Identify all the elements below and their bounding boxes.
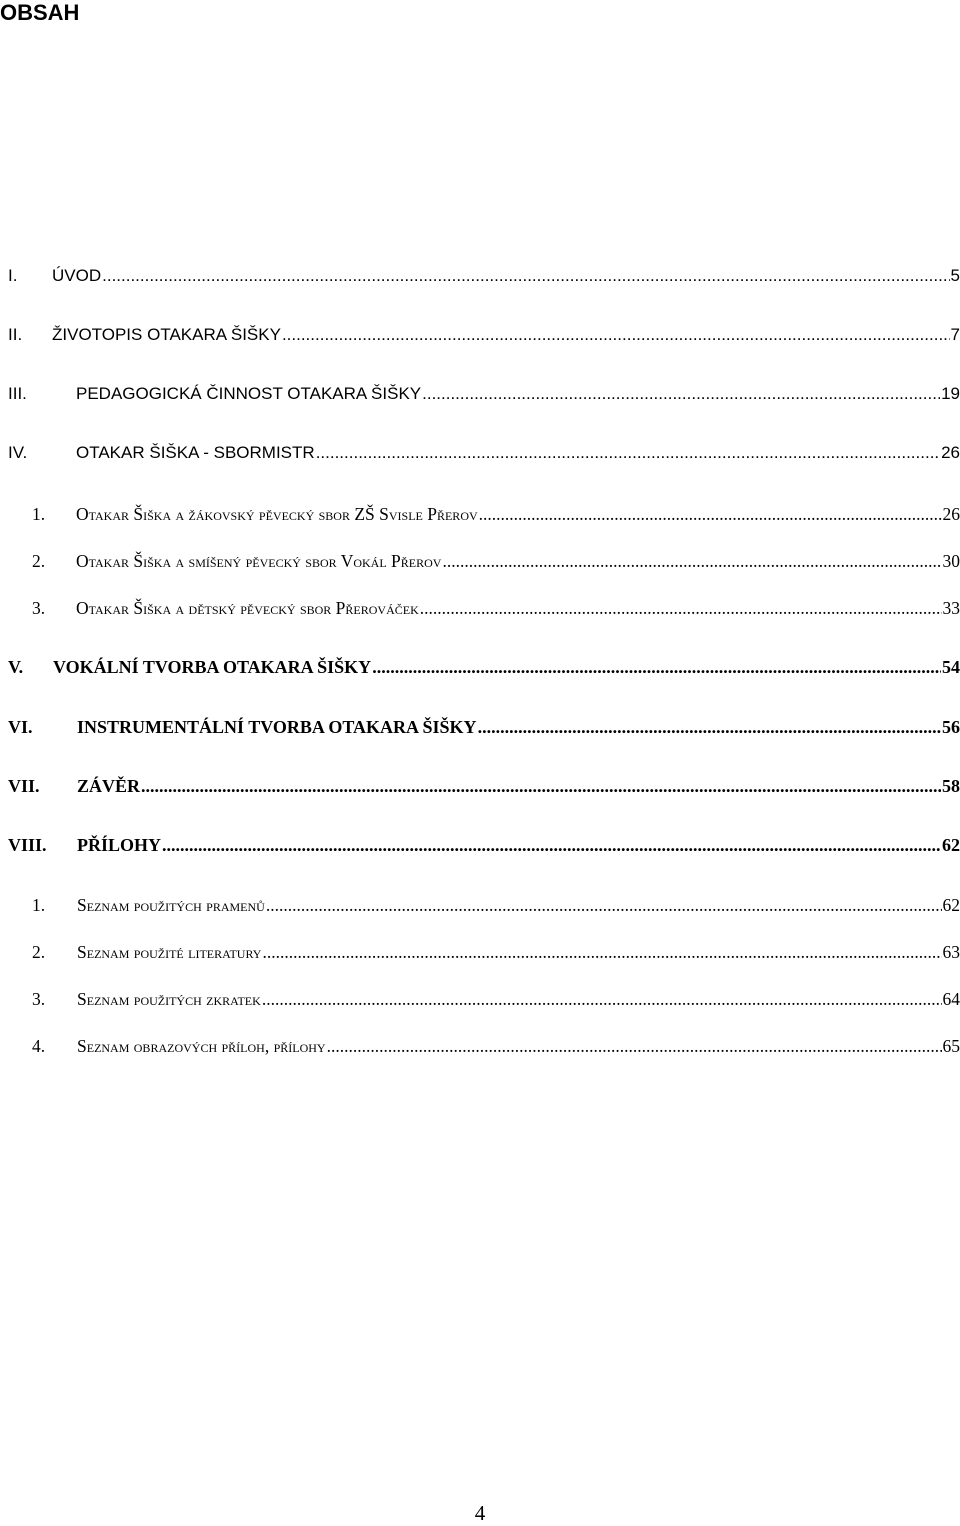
toc-page: 7 bbox=[950, 322, 960, 348]
toc-entry[interactable] bbox=[8, 832, 960, 858]
toc-entry[interactable] bbox=[32, 501, 960, 527]
toc-page: 26 bbox=[940, 440, 960, 466]
toc-page: 62 bbox=[941, 832, 960, 858]
toc-leader bbox=[282, 322, 950, 348]
toc-leader bbox=[316, 440, 940, 466]
toc-number: VI. bbox=[8, 714, 77, 740]
toc-title: Seznam použité literatury bbox=[77, 939, 262, 965]
toc-number: V. bbox=[8, 654, 53, 680]
page-title: OBSAH bbox=[0, 0, 79, 26]
toc-title: Seznam použitých pramenů bbox=[77, 892, 266, 918]
toc-page: 65 bbox=[942, 1033, 960, 1059]
toc-title: ÚVOD bbox=[52, 263, 102, 289]
toc-number: IV. bbox=[8, 440, 76, 466]
toc-page: 5 bbox=[950, 263, 960, 289]
toc-number: I. bbox=[8, 263, 52, 289]
toc-entry[interactable] bbox=[8, 381, 960, 407]
toc-leader bbox=[442, 548, 941, 574]
toc-number: III. bbox=[8, 381, 76, 407]
toc-leader bbox=[266, 892, 942, 918]
toc-leader bbox=[372, 654, 941, 680]
toc-entry[interactable] bbox=[8, 773, 960, 799]
toc-leader bbox=[327, 1033, 942, 1059]
toc-title: Otakar Šiška a žákovský pěvecký sbor ZŠ Svisle Přerov bbox=[76, 501, 479, 527]
toc-number: 3. bbox=[32, 986, 77, 1012]
toc-number: 2. bbox=[32, 939, 77, 965]
toc-leader bbox=[478, 714, 941, 740]
toc-title: INSTRUMENTÁLNÍ TVORBA OTAKARA ŠIŠKY bbox=[77, 714, 478, 740]
toc-title: Seznam použitých zkratek bbox=[77, 986, 262, 1012]
toc-leader bbox=[420, 595, 942, 621]
toc-title: PEDAGOGICKÁ ČINNOST OTAKARA ŠIŠKY bbox=[76, 381, 422, 407]
toc-leader bbox=[479, 501, 942, 527]
toc-leader bbox=[262, 939, 941, 965]
toc-page: 56 bbox=[941, 714, 960, 740]
toc-entry[interactable] bbox=[32, 939, 960, 965]
toc-title: OTAKAR ŠIŠKA - SBORMISTR bbox=[76, 440, 316, 466]
toc-page: 58 bbox=[941, 773, 960, 799]
toc-title: VOKÁLNÍ TVORBA OTAKARA ŠIŠKY bbox=[53, 654, 372, 680]
toc-page: 62 bbox=[942, 892, 960, 918]
toc-entry[interactable] bbox=[32, 548, 960, 574]
toc-title: Otakar Šiška a smíšený pěvecký sbor Vokál Přerov bbox=[76, 548, 442, 574]
toc-page: 54 bbox=[941, 654, 960, 680]
toc-entry[interactable] bbox=[8, 440, 960, 466]
toc-number: 1. bbox=[32, 501, 76, 527]
toc-leader bbox=[422, 381, 940, 407]
toc-leader bbox=[162, 832, 941, 858]
toc-leader bbox=[262, 986, 942, 1012]
toc-number: 1. bbox=[32, 892, 77, 918]
toc-number: II. bbox=[8, 322, 52, 348]
toc-leader bbox=[141, 773, 941, 799]
toc-title: Otakar Šiška a dětský pěvecký sbor Přerováček bbox=[76, 595, 420, 621]
toc-title: Seznam obrazových příloh, přílohy bbox=[77, 1033, 327, 1059]
toc-entry[interactable] bbox=[32, 1033, 960, 1059]
toc-leader bbox=[102, 263, 949, 289]
toc-number: 2. bbox=[32, 548, 76, 574]
toc-entry[interactable] bbox=[32, 986, 960, 1012]
toc-number: 3. bbox=[32, 595, 76, 621]
toc-number: VII. bbox=[8, 773, 77, 799]
toc-page: 33 bbox=[942, 595, 960, 621]
toc-entry[interactable] bbox=[8, 714, 960, 740]
toc-title: PŘÍLOHY bbox=[77, 832, 162, 858]
toc-entry[interactable] bbox=[8, 654, 960, 680]
toc-number: VIII. bbox=[8, 832, 77, 858]
toc-entry[interactable] bbox=[8, 263, 960, 289]
toc-page: 19 bbox=[940, 381, 960, 407]
toc-entry[interactable] bbox=[8, 322, 960, 348]
toc-page: 30 bbox=[942, 548, 960, 574]
page-number: 4 bbox=[0, 1500, 960, 1526]
toc-entry[interactable] bbox=[32, 595, 960, 621]
toc-page: 26 bbox=[942, 501, 960, 527]
toc-title: ŽIVOTOPIS OTAKARA ŠIŠKY bbox=[52, 322, 282, 348]
toc-page: 63 bbox=[942, 939, 960, 965]
toc-entry[interactable] bbox=[32, 892, 960, 918]
toc-page: 64 bbox=[942, 986, 960, 1012]
toc-number: 4. bbox=[32, 1033, 77, 1059]
toc-title: ZÁVĚR bbox=[77, 773, 141, 799]
